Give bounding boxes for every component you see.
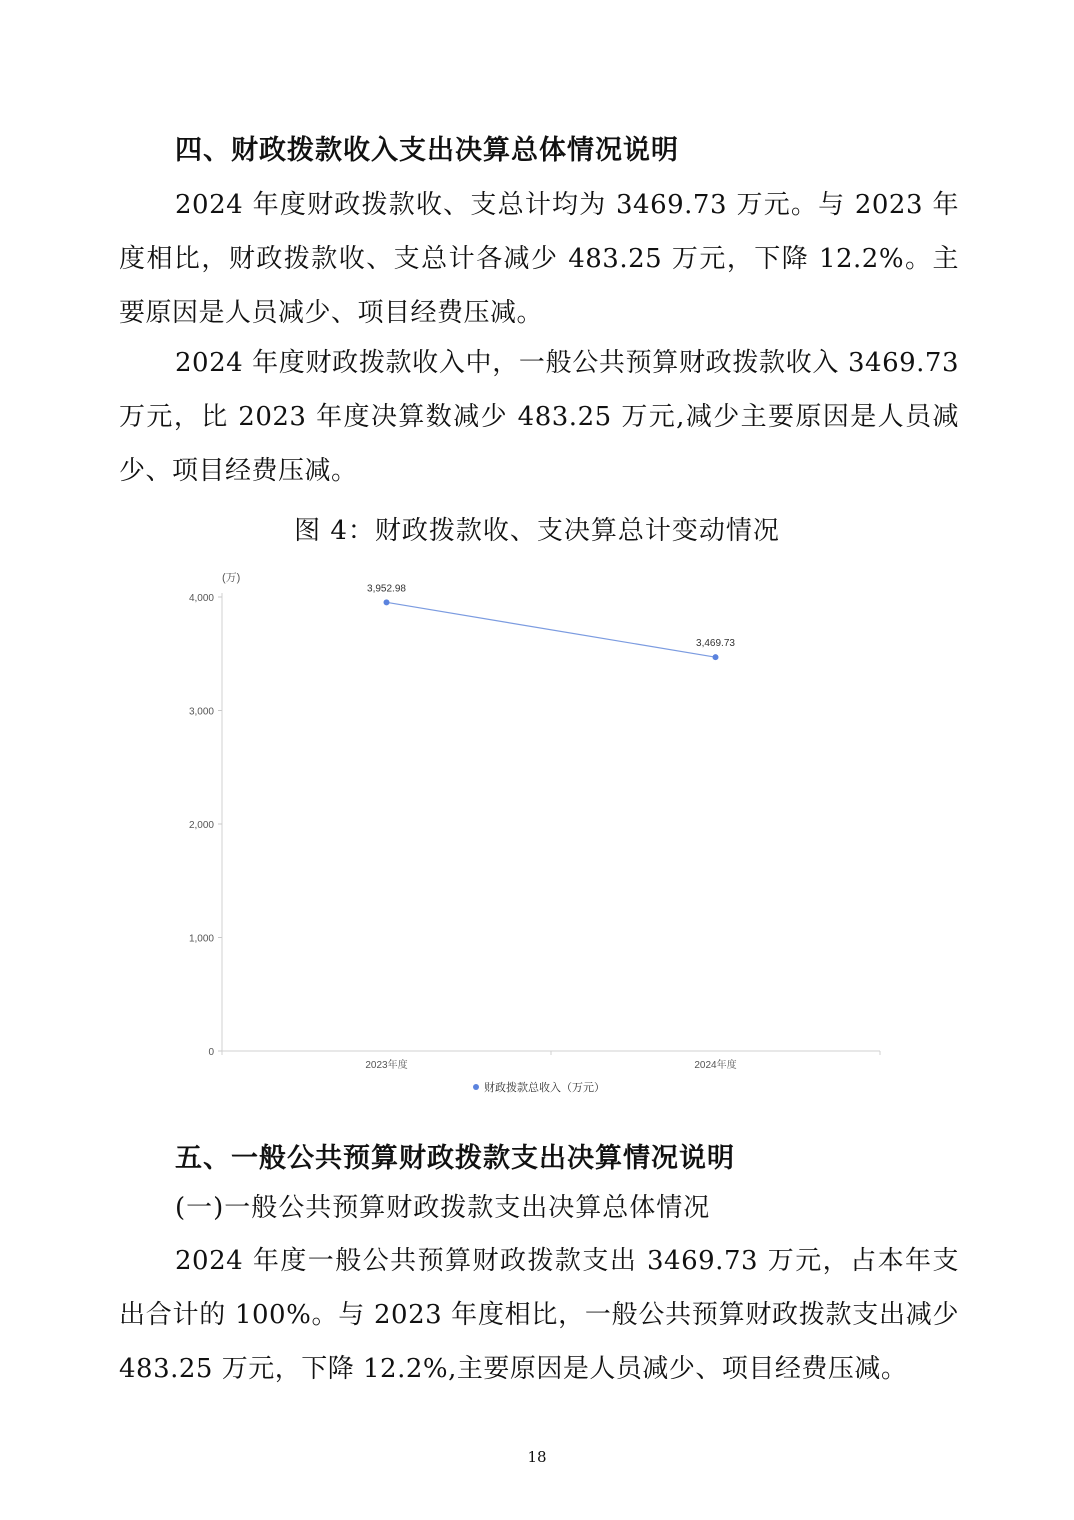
data-point xyxy=(384,599,390,605)
section4-heading: 四、财政拨款收入支出决算总体情况说明 xyxy=(175,135,679,166)
section5-paragraph-1: 2024 年度一般公共预算财政拨款支出 3469.73 万元，占本年支出合计的 100%。与 2023 年度相比，一般公共预算财政拨款支出减少 483.25 万元，下降 12.2%,主要原因是人员减少、项目经费压减。 xyxy=(119,1246,959,1384)
x-tick-label: 2024年度 xyxy=(694,1060,737,1071)
section5-subheading: (一)一般公共预算财政拨款支出决算总体情况 xyxy=(175,1193,711,1223)
series-line xyxy=(387,602,716,657)
data-label: 3,469.73 xyxy=(696,638,735,650)
y-tick-label: 4,000 xyxy=(188,593,214,604)
section4-paragraph-2: 2024 年度财政拨款收入中，一般公共预算财政拨款收入 3469.73 万元，比 2023 年度决算数减少 483.25 万元,减少主要原因是人员减少、项目经费压减。 xyxy=(119,348,959,486)
line-chart xyxy=(160,565,900,1105)
y-axis xyxy=(189,593,222,1058)
y-tick-label: 0 xyxy=(208,1047,214,1058)
y-unit-label: (万) xyxy=(222,572,241,584)
chart-legend xyxy=(473,1080,605,1094)
page-number: 18 xyxy=(527,1448,547,1466)
data-series xyxy=(367,583,735,660)
figure-caption: 图 4：财政拨款收、支决算总计变动情况 xyxy=(294,516,780,546)
x-tick-label: 2023年度 xyxy=(365,1060,408,1071)
y-tick-label: 1,000 xyxy=(188,933,214,945)
data-point xyxy=(713,654,719,660)
section4-paragraph-1: 2024 年度财政拨款收、支总计均为 3469.73 万元。与 2023 年度相比，财政拨款收、支总计各减少 483.25 万元，下降 12.2%。主要原因是人员减少、项目经费压减。 xyxy=(119,190,959,328)
section5-heading: 五、一般公共预算财政拨款支出决算情况说明 xyxy=(175,1143,735,1174)
x-axis xyxy=(222,1051,880,1071)
y-tick-label: 2,000 xyxy=(188,820,214,831)
y-tick-label: 3,000 xyxy=(188,706,214,718)
data-label: 3,952.98 xyxy=(367,583,406,595)
legend-marker-icon xyxy=(473,1084,479,1090)
legend-label: 财政拨款总收入（万元） xyxy=(484,1082,605,1094)
